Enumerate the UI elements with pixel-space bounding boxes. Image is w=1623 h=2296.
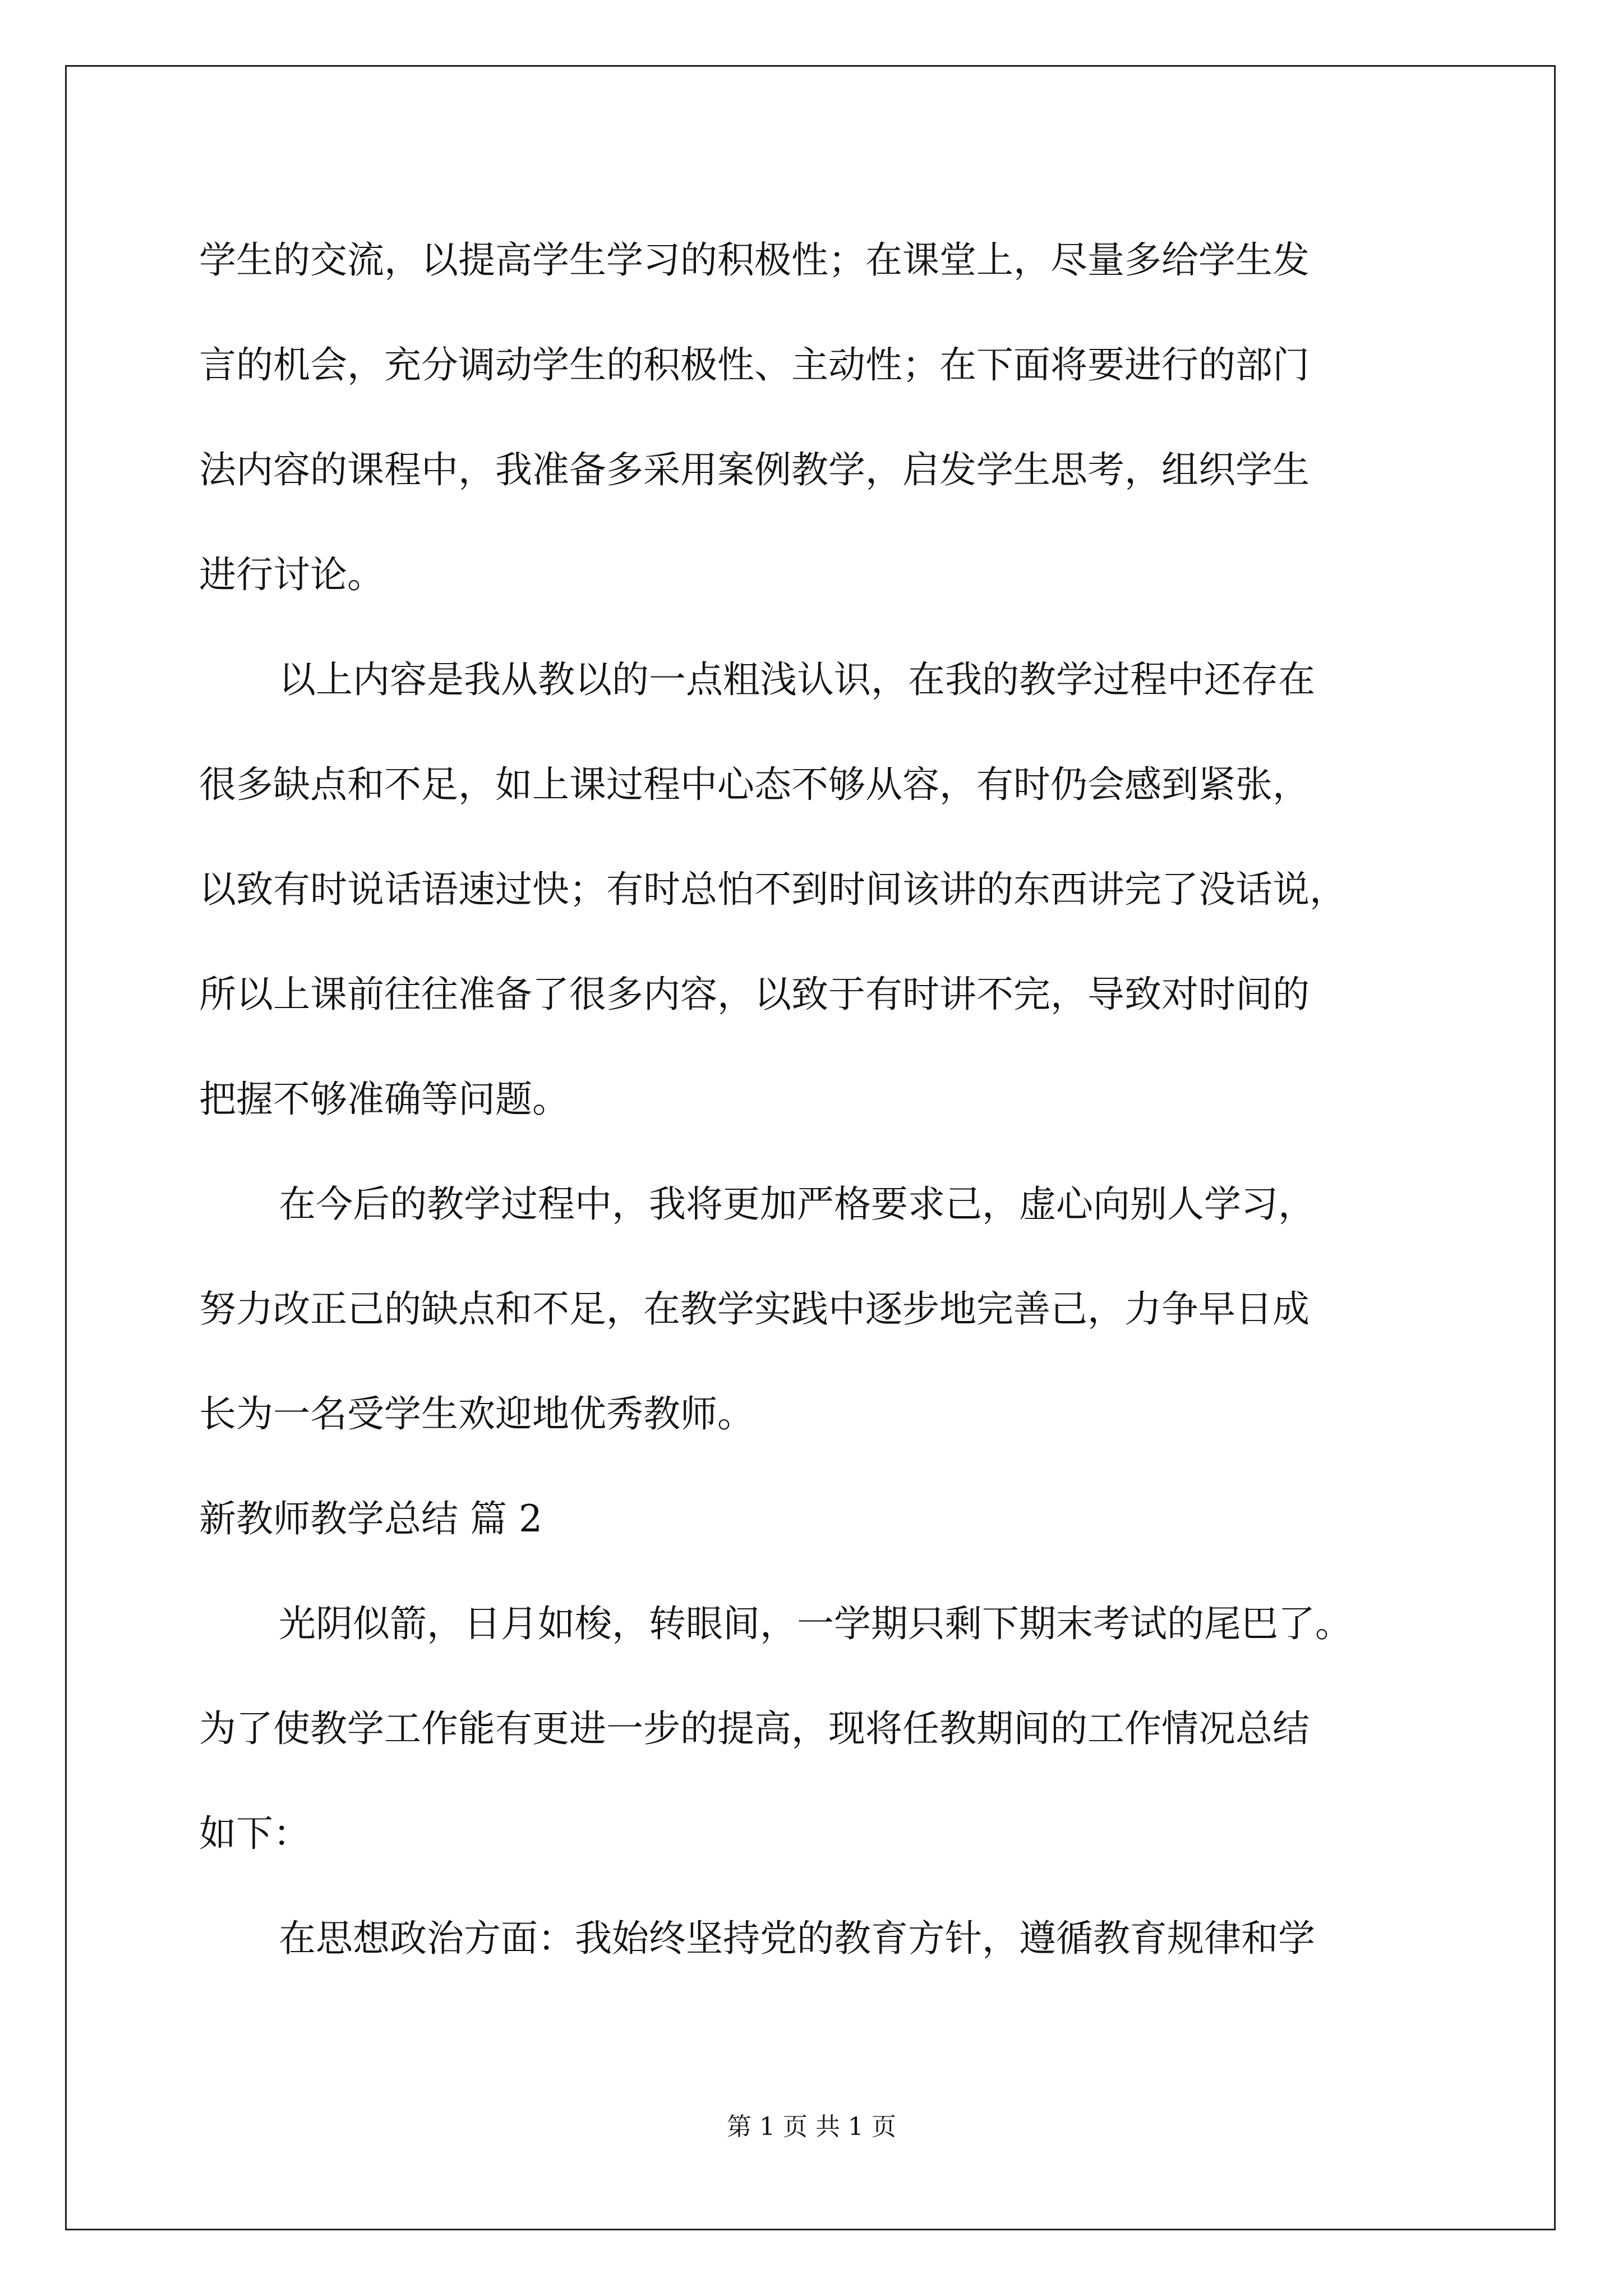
text-line: 在今后的教学过程中，我将更加严格要求己，虚心向别人学习， xyxy=(279,1182,1315,1226)
text-line: 所以上课前往往准备了很多内容，以致于有时讲不完，导致对时间的 xyxy=(199,973,1310,1016)
text-line: 努力改正己的缺点和不足，在教学实践中逐步地完善己，力争早日成 xyxy=(199,1287,1310,1331)
text-line: 光阴似箭，日月如梭，转眼间，一学期只剩下期末考试的尾巴了。 xyxy=(279,1602,1352,1645)
text-line: 进行讨论。 xyxy=(199,553,384,596)
text-line: 学生的交流，以提高学生学习的积极性；在课堂上，尽量多给学生发 xyxy=(199,238,1310,282)
page-footer: 第 1 页 共 1 页 xyxy=(727,2113,896,2141)
text-line: 很多缺点和不足，如上课过程中心态不够从容，有时仍会感到紧张， xyxy=(199,763,1310,806)
text-line: 以上内容是我从教以的一点粗浅认识，在我的教学过程中还存在 xyxy=(279,658,1315,701)
text-line: 言的机会，充分调动学生的积极性、主动性；在下面将要进行的部门 xyxy=(199,343,1310,386)
section-heading: 新教师教学总结 篇 2 xyxy=(199,1497,542,1540)
text-line: 如下： xyxy=(199,1812,310,1855)
text-line: 把握不够准确等问题。 xyxy=(199,1078,569,1121)
text-line: 以致有时说话语速过快；有时总怕不到时间该讲的东西讲完了没话说， xyxy=(199,868,1347,911)
text-line: 在思想政治方面：我始终坚持党的教育方针，遵循教育规律和学 xyxy=(279,1917,1315,1960)
text-line: 为了使教学工作能有更进一步的提高，现将任教期间的工作情况总结 xyxy=(199,1707,1310,1750)
document-body xyxy=(199,208,1433,1991)
text-line: 法内容的课程中，我准备多采用案例教学，启发学生思考，组织学生 xyxy=(199,448,1310,491)
text-line: 长为一名受学生欢迎地优秀教师。 xyxy=(199,1392,754,1435)
